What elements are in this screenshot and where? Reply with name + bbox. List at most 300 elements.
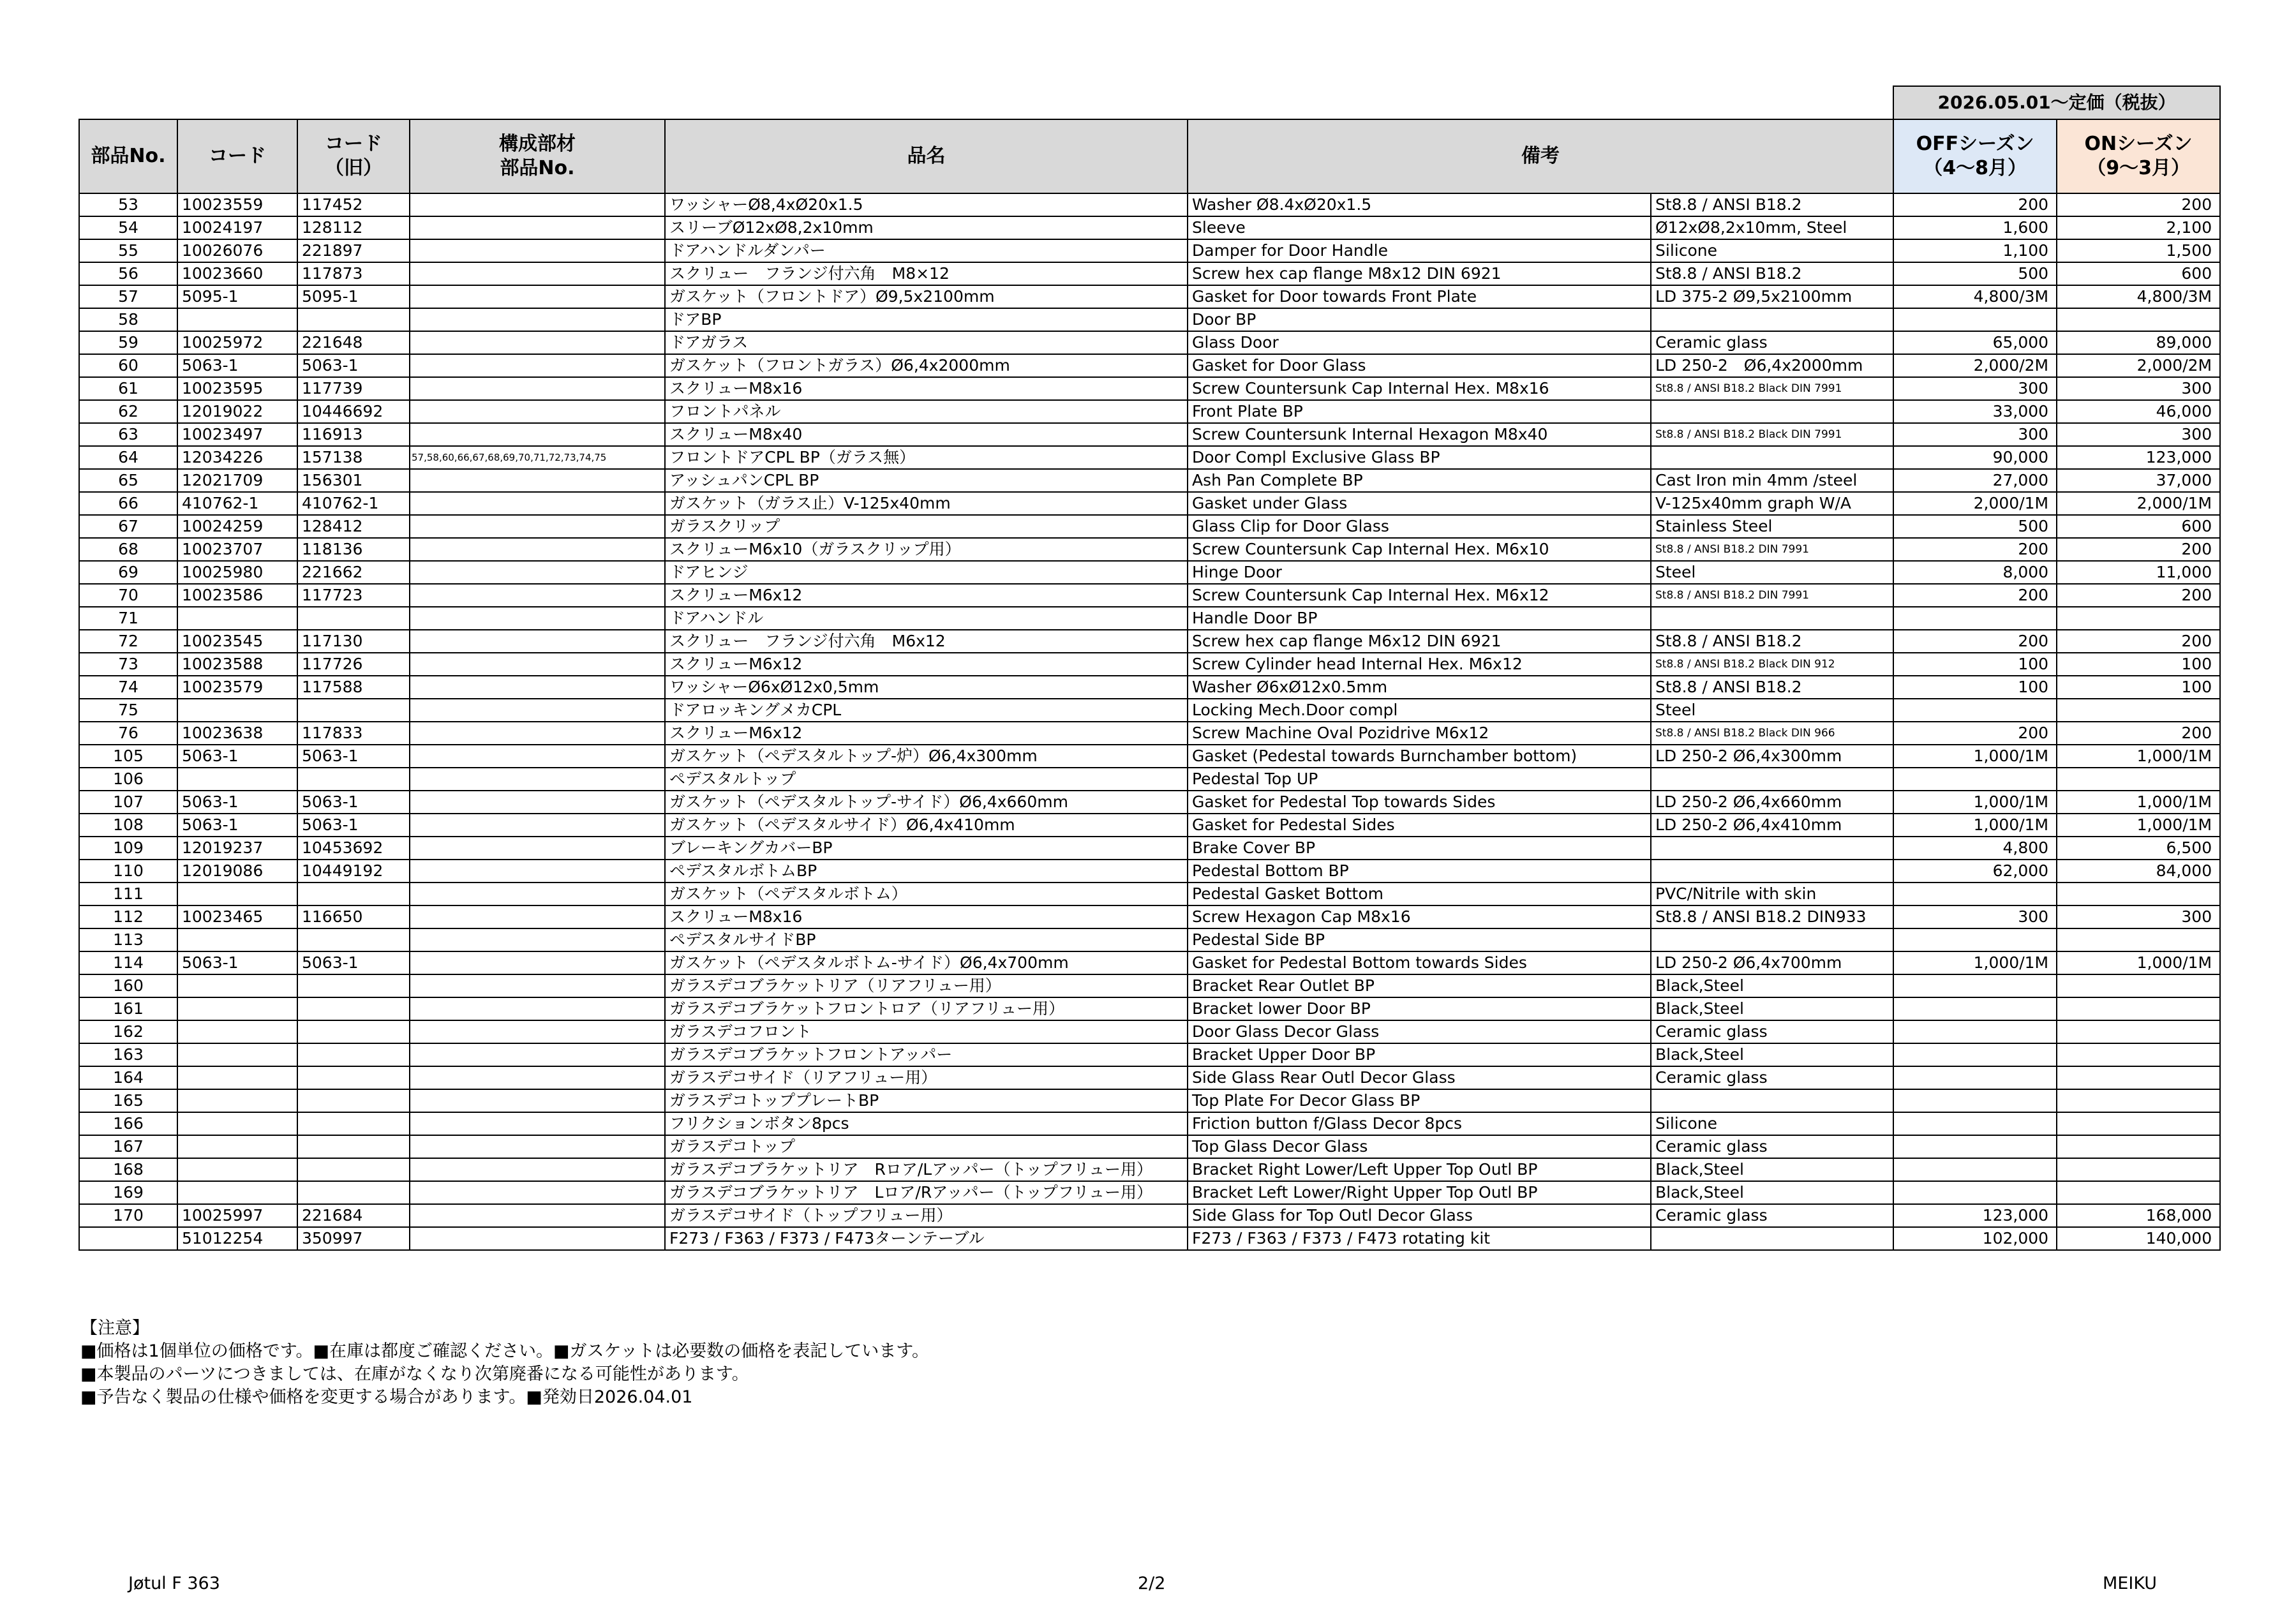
- cell-on-season-price: 46,000: [2057, 400, 2220, 423]
- header-off-line2: （4～8月）: [1923, 157, 2027, 179]
- cell-product-name: ペデスタルトップ: [665, 768, 1188, 791]
- cell-product-name: ドアハンドルダンパー: [665, 239, 1188, 262]
- cell-product-name: ガラスデコブラケットリア Rロア/Lアッパー（トップフリュー用）: [665, 1158, 1188, 1181]
- cell-component-parts: [410, 400, 665, 423]
- cell-code-old: 5063-1: [297, 814, 410, 837]
- cell-code-old: 117588: [297, 676, 410, 699]
- cell-code: 12019237: [177, 837, 297, 860]
- header-on-season: [2057, 119, 2220, 193]
- cell-component-parts: [410, 951, 665, 974]
- cell-remarks-en: Sleeve: [1188, 216, 1651, 239]
- cell-spec: PVC/Nitrile with skin: [1651, 883, 1893, 905]
- cell-off-season-price: 1,000/1M: [1893, 745, 2057, 768]
- header-remarks: 備考: [1188, 119, 1893, 193]
- cell-off-season-price: 65,000: [1893, 331, 2057, 354]
- cell-on-season-price: 1,000/1M: [2057, 814, 2220, 837]
- cell-component-parts: [410, 791, 665, 814]
- parts-table-body: [79, 193, 2220, 1250]
- cell-code-old: 157138: [297, 446, 410, 469]
- cell-product-name: ガスケット（ペデスタルトップ-炉）Ø6,4x300mm: [665, 745, 1188, 768]
- cell-component-parts: [410, 1066, 665, 1089]
- cell-off-season-price: 300: [1893, 905, 2057, 928]
- table-row: [79, 1043, 2220, 1066]
- cell-code: 10023579: [177, 676, 297, 699]
- cell-off-season-price: [1893, 308, 2057, 331]
- cell-on-season-price: [2057, 1066, 2220, 1089]
- cell-code: [177, 1066, 297, 1089]
- cell-component-parts: [410, 561, 665, 584]
- cell-code-old: 116913: [297, 423, 410, 446]
- cell-part-no: 163: [79, 1043, 177, 1066]
- cell-part-no: 70: [79, 584, 177, 607]
- cell-remarks-en: Screw Machine Oval Pozidrive M6x12: [1188, 722, 1651, 745]
- cell-code-old: 117723: [297, 584, 410, 607]
- footer-company: MEIKU: [2103, 1574, 2158, 1593]
- header-off-season: [1893, 119, 2057, 193]
- cell-code-old: 128412: [297, 515, 410, 538]
- cell-part-no: 162: [79, 1020, 177, 1043]
- cell-code: 10026076: [177, 239, 297, 262]
- cell-remarks-en: Door BP: [1188, 308, 1651, 331]
- cell-product-name: ガラスデコブラケットフロントロア（リアフリュー用）: [665, 997, 1188, 1020]
- table-row: [79, 354, 2220, 377]
- cell-on-season-price: 200: [2057, 538, 2220, 561]
- table-row: [79, 538, 2220, 561]
- cell-remarks-en: Door Glass Decor Glass: [1188, 1020, 1651, 1043]
- cell-remarks-en: Gasket for Pedestal Sides: [1188, 814, 1651, 837]
- cell-off-season-price: [1893, 1135, 2057, 1158]
- cell-remarks-en: Screw Cylinder head Internal Hex. M6x12: [1188, 653, 1651, 676]
- cell-part-no: 111: [79, 883, 177, 905]
- cell-on-season-price: 84,000: [2057, 860, 2220, 883]
- cell-part-no: 73: [79, 653, 177, 676]
- cell-spec: Cast Iron min 4mm /steel: [1651, 469, 1893, 492]
- cell-code: 10023465: [177, 905, 297, 928]
- cell-off-season-price: 4,800/3M: [1893, 285, 2057, 308]
- cell-code-old: 10453692: [297, 837, 410, 860]
- cell-remarks-en: Gasket for Pedestal Top towards Sides: [1188, 791, 1651, 814]
- cell-product-name: ペデスタルサイドBP: [665, 928, 1188, 951]
- cell-code-old: [297, 1135, 410, 1158]
- cell-part-no: 108: [79, 814, 177, 837]
- cell-component-parts: [410, 1227, 665, 1250]
- cell-off-season-price: 100: [1893, 676, 2057, 699]
- cell-code-old: [297, 974, 410, 997]
- cell-on-season-price: [2057, 1043, 2220, 1066]
- cell-code-old: [297, 1112, 410, 1135]
- cell-code: 5063-1: [177, 951, 297, 974]
- cell-product-name: ドアロッキングメカCPL: [665, 699, 1188, 722]
- cell-spec: [1651, 308, 1893, 331]
- cell-part-no: 167: [79, 1135, 177, 1158]
- cell-off-season-price: 33,000: [1893, 400, 2057, 423]
- cell-spec: LD 250-2 Ø6,4x660mm: [1651, 791, 1893, 814]
- cell-part-no: 76: [79, 722, 177, 745]
- cell-spec: Black,Steel: [1651, 974, 1893, 997]
- table-row: [79, 837, 2220, 860]
- cell-on-season-price: 11,000: [2057, 561, 2220, 584]
- table-row: [79, 561, 2220, 584]
- cell-code: 5063-1: [177, 745, 297, 768]
- cell-off-season-price: 8,000: [1893, 561, 2057, 584]
- cell-remarks-en: Side Glass for Top Outl Decor Glass: [1188, 1204, 1651, 1227]
- cell-remarks-en: Ash Pan Complete BP: [1188, 469, 1651, 492]
- cell-off-season-price: 102,000: [1893, 1227, 2057, 1250]
- cell-part-no: 114: [79, 951, 177, 974]
- cell-component-parts: [410, 193, 665, 216]
- cell-off-season-price: 1,000/1M: [1893, 814, 2057, 837]
- cell-part-no: 109: [79, 837, 177, 860]
- cell-component-parts: [410, 1181, 665, 1204]
- header-component-line2: 部品No.: [500, 157, 575, 179]
- cell-remarks-en: Hinge Door: [1188, 561, 1651, 584]
- cell-on-season-price: 100: [2057, 653, 2220, 676]
- table-row: [79, 997, 2220, 1020]
- cell-remarks-en: Gasket under Glass: [1188, 492, 1651, 515]
- header-product-name: 品名: [665, 119, 1188, 193]
- cell-spec: Ceramic glass: [1651, 1020, 1893, 1043]
- parts-table: [78, 86, 2221, 1251]
- footer-page-number: 2/2: [1138, 1574, 1166, 1593]
- cell-part-no: 105: [79, 745, 177, 768]
- table-row: [79, 584, 2220, 607]
- cell-off-season-price: 1,600: [1893, 216, 2057, 239]
- cell-on-season-price: 300: [2057, 905, 2220, 928]
- cell-code-old: 116650: [297, 905, 410, 928]
- header-on-line1: ONシーズン: [2084, 133, 2193, 155]
- cell-product-name: ガラスデコサイド（リアフリュー用）: [665, 1066, 1188, 1089]
- cell-product-name: スクリューM6x12: [665, 653, 1188, 676]
- cell-part-no: 164: [79, 1066, 177, 1089]
- cell-component-parts: [410, 768, 665, 791]
- cell-on-season-price: 600: [2057, 515, 2220, 538]
- cell-on-season-price: [2057, 883, 2220, 905]
- cell-code: [177, 607, 297, 630]
- cell-remarks-en: Bracket lower Door BP: [1188, 997, 1651, 1020]
- cell-component-parts: [410, 1089, 665, 1112]
- table-row: [79, 974, 2220, 997]
- cell-product-name: フリクションボタン8pcs: [665, 1112, 1188, 1135]
- cell-spec: [1651, 837, 1893, 860]
- cell-remarks-en: Side Glass Rear Outl Decor Glass: [1188, 1066, 1651, 1089]
- table-row: [79, 492, 2220, 515]
- header-component-line1: 構成部材: [499, 133, 576, 155]
- cell-product-name: スクリューM8x16: [665, 905, 1188, 928]
- table-row: [79, 216, 2220, 239]
- cell-code: 10024197: [177, 216, 297, 239]
- table-row: [79, 308, 2220, 331]
- table-row: [79, 745, 2220, 768]
- cell-component-parts: [410, 354, 665, 377]
- cell-spec: [1651, 1227, 1893, 1250]
- cell-code: 5063-1: [177, 791, 297, 814]
- cell-component-parts: [410, 928, 665, 951]
- cell-code: [177, 974, 297, 997]
- cell-component-parts: [410, 1112, 665, 1135]
- cell-part-no: 72: [79, 630, 177, 653]
- table-row: [79, 814, 2220, 837]
- note-line: ■予告なく製品の仕様や価格を変更する場合があります。■発効日2026.04.01: [80, 1387, 693, 1407]
- table-row: [79, 331, 2220, 354]
- table-row: [79, 446, 2220, 469]
- cell-off-season-price: 200: [1893, 630, 2057, 653]
- cell-part-no: 161: [79, 997, 177, 1020]
- cell-on-season-price: [2057, 997, 2220, 1020]
- cell-spec: LD 375-2 Ø9,5x2100mm: [1651, 285, 1893, 308]
- cell-part-no: 160: [79, 974, 177, 997]
- cell-on-season-price: 1,000/1M: [2057, 745, 2220, 768]
- parts-price-sheet: [78, 86, 2219, 1251]
- cell-product-name: スクリューM6x10（ガラスクリップ用）: [665, 538, 1188, 561]
- table-row: [79, 1204, 2220, 1227]
- cell-code-old: 10446692: [297, 400, 410, 423]
- cell-off-season-price: [1893, 1181, 2057, 1204]
- cell-code: [177, 699, 297, 722]
- cell-remarks-en: Screw Countersunk Internal Hexagon M8x40: [1188, 423, 1651, 446]
- cell-off-season-price: 500: [1893, 262, 2057, 285]
- cell-code: 10023545: [177, 630, 297, 653]
- cell-off-season-price: [1893, 928, 2057, 951]
- cell-product-name: ワッシャーØ8,4xØ20x1.5: [665, 193, 1188, 216]
- cell-remarks-en: Pedestal Bottom BP: [1188, 860, 1651, 883]
- cell-spec: LD 250-2 Ø6,4x700mm: [1651, 951, 1893, 974]
- cell-code: 10025997: [177, 1204, 297, 1227]
- table-row: [79, 262, 2220, 285]
- cell-product-name: ドアガラス: [665, 331, 1188, 354]
- table-row: [79, 285, 2220, 308]
- cell-spec: St8.8 / ANSI B18.2: [1651, 193, 1893, 216]
- cell-code-old: [297, 699, 410, 722]
- cell-on-season-price: [2057, 699, 2220, 722]
- cell-remarks-en: Top Glass Decor Glass: [1188, 1135, 1651, 1158]
- cell-part-no: 54: [79, 216, 177, 239]
- table-row: [79, 928, 2220, 951]
- table-row: [79, 1020, 2220, 1043]
- table-row: [79, 1227, 2220, 1250]
- cell-code-old: 117130: [297, 630, 410, 653]
- cell-code-old: 117726: [297, 653, 410, 676]
- cell-spec: St8.8 / ANSI B18.2 Black DIN 7991: [1651, 423, 1893, 446]
- cell-spec: Ceramic glass: [1651, 1066, 1893, 1089]
- cell-component-parts: [410, 239, 665, 262]
- cell-remarks-en: Glass Door: [1188, 331, 1651, 354]
- table-row: [79, 423, 2220, 446]
- cell-spec: [1651, 768, 1893, 791]
- cell-remarks-en: Screw Countersunk Cap Internal Hex. M6x12: [1188, 584, 1651, 607]
- cell-product-name: ガラスクリップ: [665, 515, 1188, 538]
- cell-component-parts: [410, 308, 665, 331]
- cell-spec: St8.8 / ANSI B18.2: [1651, 262, 1893, 285]
- cell-spec: St8.8 / ANSI B18.2: [1651, 630, 1893, 653]
- cell-remarks-en: Door Compl Exclusive Glass BP: [1188, 446, 1651, 469]
- cell-spec: [1651, 607, 1893, 630]
- cell-on-season-price: 200: [2057, 722, 2220, 745]
- cell-code: 51012254: [177, 1227, 297, 1250]
- cell-off-season-price: 500: [1893, 515, 2057, 538]
- cell-on-season-price: 300: [2057, 423, 2220, 446]
- cell-part-no: 59: [79, 331, 177, 354]
- cell-spec: Black,Steel: [1651, 997, 1893, 1020]
- cell-spec: St8.8 / ANSI B18.2 Black DIN 7991: [1651, 377, 1893, 400]
- cell-on-season-price: 89,000: [2057, 331, 2220, 354]
- cell-off-season-price: 2,000/1M: [1893, 492, 2057, 515]
- cell-code: 10023497: [177, 423, 297, 446]
- cell-product-name: ペデスタルボトムBP: [665, 860, 1188, 883]
- cell-product-name: ワッシャーØ6xØ12x0,5mm: [665, 676, 1188, 699]
- cell-remarks-en: Friction button f/Glass Decor 8pcs: [1188, 1112, 1651, 1135]
- cell-remarks-en: Gasket for Pedestal Bottom towards Sides: [1188, 951, 1651, 974]
- cell-on-season-price: 200: [2057, 584, 2220, 607]
- cell-on-season-price: [2057, 308, 2220, 331]
- cell-product-name: スクリュー フランジ付六角 M6x12: [665, 630, 1188, 653]
- cell-component-parts: [410, 607, 665, 630]
- cell-part-no: 166: [79, 1112, 177, 1135]
- cell-code: 12019022: [177, 400, 297, 423]
- cell-remarks-en: Pedestal Top UP: [1188, 768, 1651, 791]
- cell-code-old: 221684: [297, 1204, 410, 1227]
- cell-product-name: ガラスデコサイド（トップフリュー用）: [665, 1204, 1188, 1227]
- cell-part-no: 65: [79, 469, 177, 492]
- cell-part-no: 168: [79, 1158, 177, 1181]
- cell-code: [177, 768, 297, 791]
- cell-off-season-price: 90,000: [1893, 446, 2057, 469]
- cell-product-name: スクリュー フランジ付六角 M8×12: [665, 262, 1188, 285]
- cell-part-no: 68: [79, 538, 177, 561]
- cell-code: 10025972: [177, 331, 297, 354]
- note-line: ■価格は1個単位の価格です。■在庫は都度ご確認ください。■ガスケットは必要数の価格を表記しています。: [80, 1341, 930, 1361]
- cell-code-old: 410762-1: [297, 492, 410, 515]
- cell-product-name: スリーブØ12xØ8,2x10mm: [665, 216, 1188, 239]
- cell-code: 10024259: [177, 515, 297, 538]
- cell-on-season-price: [2057, 768, 2220, 791]
- cell-on-season-price: 168,000: [2057, 1204, 2220, 1227]
- cell-code: 12034226: [177, 446, 297, 469]
- cell-code-old: 117833: [297, 722, 410, 745]
- cell-part-no: 63: [79, 423, 177, 446]
- cell-spec: [1651, 860, 1893, 883]
- cell-code-old: 5095-1: [297, 285, 410, 308]
- cell-spec: [1651, 928, 1893, 951]
- cell-component-parts: [410, 814, 665, 837]
- cell-product-name: ドアBP: [665, 308, 1188, 331]
- cell-code-old: [297, 1181, 410, 1204]
- cell-remarks-en: Front Plate BP: [1188, 400, 1651, 423]
- cell-code: 10023559: [177, 193, 297, 216]
- cell-on-season-price: [2057, 928, 2220, 951]
- cell-off-season-price: [1893, 883, 2057, 905]
- cell-product-name: スクリューM8x40: [665, 423, 1188, 446]
- cell-code-old: 10449192: [297, 860, 410, 883]
- cell-spec: Steel: [1651, 561, 1893, 584]
- table-row: [79, 791, 2220, 814]
- cell-remarks-en: Brake Cover BP: [1188, 837, 1651, 860]
- cell-off-season-price: [1893, 1112, 2057, 1135]
- cell-product-name: ガスケット（ペデスタルトップ-サイド）Ø6,4x660mm: [665, 791, 1188, 814]
- cell-part-no: 71: [79, 607, 177, 630]
- cell-component-parts: [410, 837, 665, 860]
- cell-spec: Black,Steel: [1651, 1181, 1893, 1204]
- cell-part-no: 66: [79, 492, 177, 515]
- table-row: [79, 905, 2220, 928]
- cell-component-parts: [410, 653, 665, 676]
- table-row: [79, 377, 2220, 400]
- cell-on-season-price: 2,000/1M: [2057, 492, 2220, 515]
- cell-remarks-en: Screw Hexagon Cap M8x16: [1188, 905, 1651, 928]
- cell-off-season-price: 300: [1893, 423, 2057, 446]
- cell-on-season-price: [2057, 1089, 2220, 1112]
- cell-part-no: 67: [79, 515, 177, 538]
- cell-spec: Ceramic glass: [1651, 1204, 1893, 1227]
- cell-remarks-en: Pedestal Side BP: [1188, 928, 1651, 951]
- cell-code: [177, 1089, 297, 1112]
- cell-off-season-price: 1,000/1M: [1893, 791, 2057, 814]
- cell-remarks-en: Gasket for Door Glass: [1188, 354, 1651, 377]
- cell-component-parts: [410, 997, 665, 1020]
- cell-component-parts: [410, 515, 665, 538]
- cell-code: 5063-1: [177, 354, 297, 377]
- cell-component-parts: [410, 423, 665, 446]
- cell-code: [177, 1043, 297, 1066]
- cell-remarks-en: Screw Countersunk Cap Internal Hex. M6x10: [1188, 538, 1651, 561]
- cell-on-season-price: 300: [2057, 377, 2220, 400]
- cell-product-name: ガラスデコフロント: [665, 1020, 1188, 1043]
- cell-on-season-price: 6,500: [2057, 837, 2220, 860]
- cell-product-name: アッシュパンCPL BP: [665, 469, 1188, 492]
- cell-spec: [1651, 446, 1893, 469]
- cell-product-name: ガスケット（ペデスタルボトム）: [665, 883, 1188, 905]
- cell-code-old: [297, 1066, 410, 1089]
- table-row: [79, 883, 2220, 905]
- cell-component-parts: [410, 860, 665, 883]
- cell-component-parts: 57,58,60,66,67,68,69,70,71,72,73,74,75: [410, 446, 665, 469]
- cell-product-name: ガスケット（フロントドア）Ø9,5x2100mm: [665, 285, 1188, 308]
- footer-model: Jøtul F 363: [128, 1574, 220, 1593]
- cell-code-old: 5063-1: [297, 745, 410, 768]
- cell-code-old: [297, 1043, 410, 1066]
- cell-code-old: [297, 883, 410, 905]
- cell-spec: Stainless Steel: [1651, 515, 1893, 538]
- cell-code: 10023660: [177, 262, 297, 285]
- cell-remarks-en: F273 / F363 / F373 / F473 rotating kit: [1188, 1227, 1651, 1250]
- cell-off-season-price: 1,100: [1893, 239, 2057, 262]
- cell-code-old: 5063-1: [297, 354, 410, 377]
- cell-code-old: [297, 928, 410, 951]
- cell-code-old: [297, 997, 410, 1020]
- cell-off-season-price: 200: [1893, 538, 2057, 561]
- cell-remarks-en: Washer Ø8.4xØ20x1.5: [1188, 193, 1651, 216]
- cell-code: [177, 1181, 297, 1204]
- cell-product-name: ブレーキングカバーBP: [665, 837, 1188, 860]
- notes-section: [80, 1317, 929, 1409]
- cell-on-season-price: [2057, 1158, 2220, 1181]
- cell-off-season-price: [1893, 997, 2057, 1020]
- table-row: [79, 607, 2220, 630]
- cell-part-no: 56: [79, 262, 177, 285]
- table-row: [79, 193, 2220, 216]
- cell-part-no: 107: [79, 791, 177, 814]
- cell-product-name: ガスケット（ペデスタルサイド）Ø6,4x410mm: [665, 814, 1188, 837]
- cell-code: [177, 1158, 297, 1181]
- cell-on-season-price: 2,000/2M: [2057, 354, 2220, 377]
- table-row: [79, 1089, 2220, 1112]
- cell-component-parts: [410, 1043, 665, 1066]
- header-off-line1: OFFシーズン: [1916, 133, 2034, 155]
- cell-code-old: 117739: [297, 377, 410, 400]
- cell-component-parts: [410, 538, 665, 561]
- cell-product-name: フロントドアCPL BP（ガラス無）: [665, 446, 1188, 469]
- cell-remarks-en: Locking Mech.Door compl: [1188, 699, 1651, 722]
- cell-code: [177, 928, 297, 951]
